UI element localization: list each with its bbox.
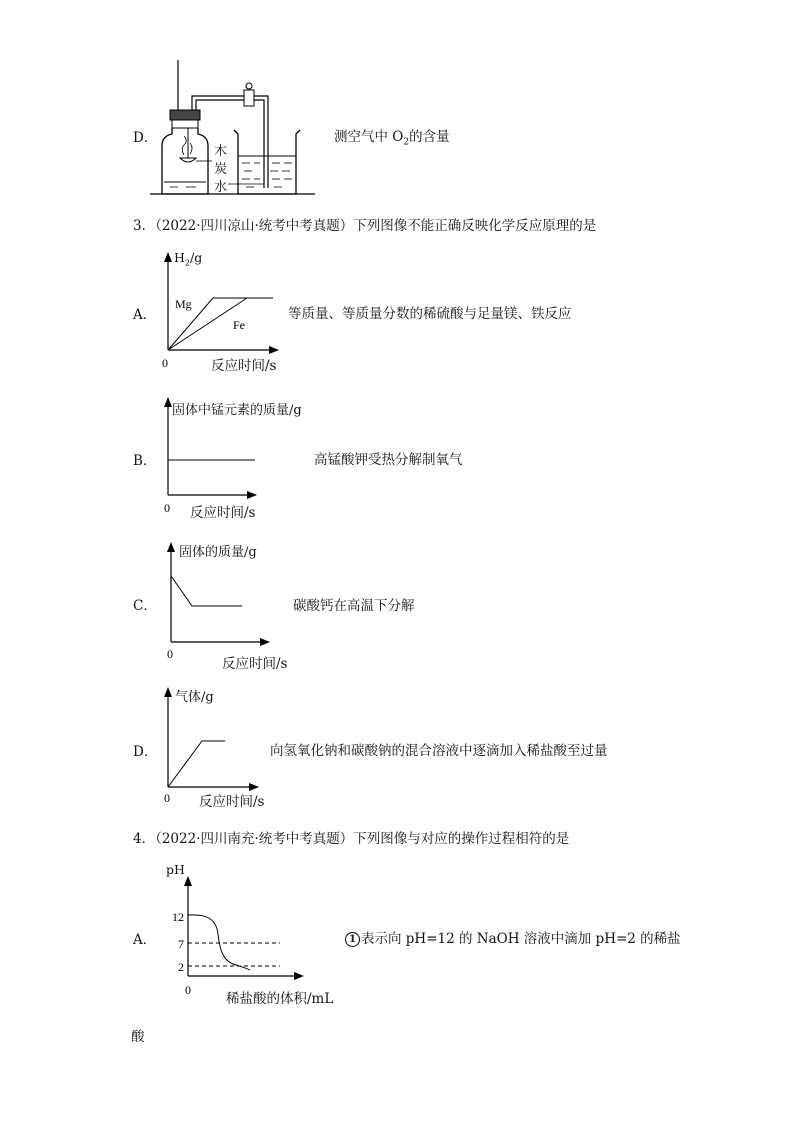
tick-12: 12 bbox=[172, 910, 184, 924]
question-3-stem: 3．（2022·四川凉山·统考中考真题）下列图像不能正确反映化学反应原理的是 bbox=[133, 218, 597, 234]
chart-4a-xlabel: 稀盐酸的体积/mL bbox=[226, 991, 334, 1007]
chart-4a-ph bbox=[160, 860, 340, 1000]
question-4-stem: 4．（2022·四川南充·统考中考真题）下列图像与对应的操作过程相符的是 bbox=[133, 831, 570, 847]
option-desc-3a: 等质量、等质量分数的稀硫酸与足量镁、铁反应 bbox=[288, 306, 572, 322]
chart-3d-xlabel: 反应时间/s bbox=[199, 794, 265, 810]
label-shui: 水 bbox=[214, 180, 228, 195]
chart-3a-xlabel: 反应时间/s bbox=[211, 358, 277, 374]
option-desc-3c: 碳酸钙在高温下分解 bbox=[293, 598, 415, 614]
option-label-4a: A． bbox=[133, 932, 157, 948]
origin-label: 0 bbox=[164, 791, 170, 805]
chart-3a-ylabel: $H_2/g$ bbox=[174, 250, 203, 268]
circled-number-1: 1 bbox=[345, 932, 360, 947]
chart-3c-ylabel: 固体的质量/g bbox=[179, 545, 257, 560]
label-tan: 炭 bbox=[214, 162, 228, 177]
origin-label: 0 bbox=[164, 501, 170, 515]
series-label-fe: Fe bbox=[233, 318, 245, 332]
option-desc-4a-cont: 酸 bbox=[131, 1029, 145, 1045]
label-mu: 木 bbox=[214, 144, 228, 159]
option-desc-2d: 测空气中 $O_2$的含量 bbox=[334, 129, 450, 148]
option-label-3d: D． bbox=[133, 744, 158, 760]
chart-3c-line bbox=[171, 576, 242, 606]
option-desc-3b: 高锰酸钾受热分解制氧气 bbox=[314, 452, 463, 468]
chart-3b-ylabel: 固体中锰元素的质量/g bbox=[172, 403, 302, 418]
chart-3d-line bbox=[168, 741, 225, 787]
chart-3d-ylabel: 气体/g bbox=[175, 690, 214, 705]
option-desc-4a: 1 表示向 pH=12 的 NaOH 溶液中滴加 pH=2 的稀盐 bbox=[345, 927, 681, 947]
series-label-mg: Mg bbox=[175, 297, 192, 311]
origin-label: 0 bbox=[185, 983, 191, 997]
option-desc-3d: 向氢氧化钠和碳酸钠的混合溶液中逐滴加入稀盐酸至过量 bbox=[270, 743, 608, 759]
tick-7: 7 bbox=[178, 937, 184, 951]
option-label-3a: A． bbox=[133, 307, 157, 323]
origin-label: 0 bbox=[162, 356, 168, 370]
option-label-2d: D． bbox=[133, 130, 158, 146]
ph-curve bbox=[188, 915, 250, 970]
option-label-3b: B． bbox=[133, 453, 157, 469]
option-label-3c: C． bbox=[133, 598, 157, 614]
origin-label: 0 bbox=[167, 647, 173, 661]
chart-3b-xlabel: 反应时间/s bbox=[190, 505, 256, 521]
chart-4a-ylabel: pH bbox=[166, 862, 185, 877]
tick-2: 2 bbox=[178, 960, 184, 974]
oxygen-measurement-apparatus bbox=[150, 60, 320, 200]
chart-3c-xlabel: 反应时间/s bbox=[222, 656, 288, 672]
